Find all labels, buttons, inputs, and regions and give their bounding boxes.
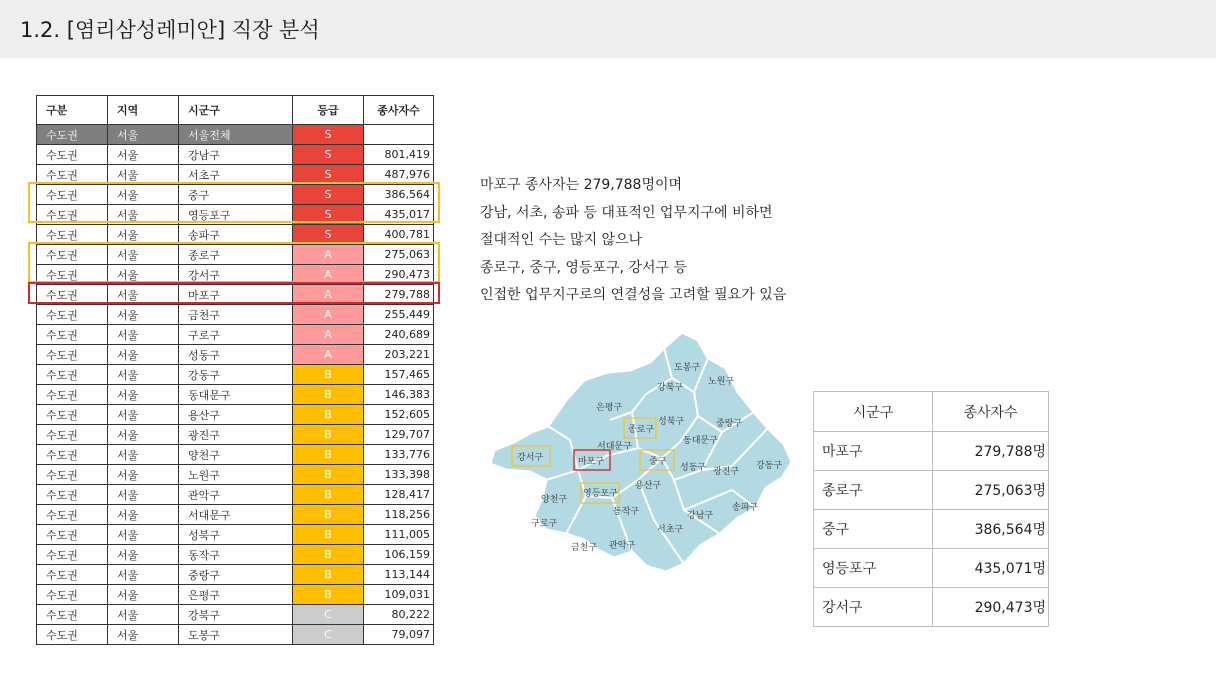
cell-region: 서울 bbox=[108, 585, 179, 605]
cell-region: 서울 bbox=[108, 165, 179, 185]
cell-zone: 수도권 bbox=[37, 585, 108, 605]
map-label: 양천구 bbox=[541, 495, 568, 505]
cell-grade: B bbox=[293, 545, 364, 565]
cell-district: 은평구 bbox=[179, 585, 293, 605]
cell-grade: A bbox=[293, 305, 364, 325]
summary-row bbox=[814, 588, 1049, 627]
cell-grade: A bbox=[293, 245, 364, 265]
cell-workers: 801,419 bbox=[364, 145, 434, 165]
cell-grade: B bbox=[293, 525, 364, 545]
map-label: 서대문구 bbox=[597, 442, 632, 452]
map-label: 강남구 bbox=[687, 511, 714, 521]
cell-district: 동대문구 bbox=[179, 385, 293, 405]
cell-district: 구로구 bbox=[179, 325, 293, 345]
cell-zone: 수도권 bbox=[37, 165, 108, 185]
column-header: 구분 bbox=[37, 96, 108, 125]
summary-name: 마포구 bbox=[814, 432, 933, 471]
note-line: 종로구, 중구, 영등포구, 강서구 등 bbox=[480, 259, 687, 276]
summary-value: 275,063명 bbox=[933, 471, 1049, 510]
cell-grade: A bbox=[293, 345, 364, 365]
cell-district: 강서구 bbox=[179, 265, 293, 285]
map-label: 도봉구 bbox=[674, 363, 701, 373]
note-line: 강남, 서초, 송파 등 대표적인 업무지구에 비하면 bbox=[480, 204, 773, 221]
map-label: 은평구 bbox=[596, 403, 623, 413]
map-label: 동작구 bbox=[613, 507, 640, 517]
table-row bbox=[37, 465, 434, 485]
map-label: 강북구 bbox=[657, 383, 684, 393]
cell-region: 서울 bbox=[108, 485, 179, 505]
cell-workers: 128,417 bbox=[364, 485, 434, 505]
column-header: 지역 bbox=[108, 96, 179, 125]
cell-workers: 240,689 bbox=[364, 325, 434, 345]
cell-zone: 수도권 bbox=[37, 545, 108, 565]
table-row bbox=[37, 345, 434, 365]
table-row bbox=[37, 365, 434, 385]
cell-workers: 400,781 bbox=[364, 225, 434, 245]
map-label: 광진구 bbox=[713, 467, 740, 477]
cell-workers: 113,144 bbox=[364, 565, 434, 585]
cell-region: 서울 bbox=[108, 625, 179, 645]
seoul-district-map bbox=[486, 320, 801, 590]
cell-zone: 수도권 bbox=[37, 605, 108, 625]
cell-district: 서초구 bbox=[179, 165, 293, 185]
cell-grade: A bbox=[293, 285, 364, 305]
summary-name: 강서구 bbox=[814, 588, 933, 627]
cell-zone: 수도권 bbox=[37, 325, 108, 345]
column-header: 등급 bbox=[293, 96, 364, 125]
cell-region: 서울 bbox=[108, 125, 179, 145]
table-row bbox=[37, 165, 434, 185]
summary-name: 종로구 bbox=[814, 471, 933, 510]
cell-region: 서울 bbox=[108, 465, 179, 485]
table-row bbox=[37, 285, 434, 305]
cell-workers: 129,707 bbox=[364, 425, 434, 445]
cell-district: 성동구 bbox=[179, 345, 293, 365]
analysis-notes bbox=[480, 172, 786, 310]
cell-district: 영등포구 bbox=[179, 205, 293, 225]
cell-region: 서울 bbox=[108, 205, 179, 225]
cell-region: 서울 bbox=[108, 545, 179, 565]
table-row bbox=[37, 445, 434, 465]
summary-name: 영등포구 bbox=[814, 549, 933, 588]
summary-value: 435,071명 bbox=[933, 549, 1049, 588]
cell-workers: 279,788 bbox=[364, 285, 434, 305]
cell-grade: C bbox=[293, 605, 364, 625]
cell-workers: 118,256 bbox=[364, 505, 434, 525]
cell-workers: 133,398 bbox=[364, 465, 434, 485]
cell-grade: B bbox=[293, 565, 364, 585]
cell-region: 서울 bbox=[108, 565, 179, 585]
cell-workers: 435,017 bbox=[364, 205, 434, 225]
summary-row bbox=[814, 471, 1049, 510]
map-label: 중랑구 bbox=[716, 419, 743, 429]
cell-grade: B bbox=[293, 425, 364, 445]
cell-zone: 수도권 bbox=[37, 245, 108, 265]
cell-workers: 487,976 bbox=[364, 165, 434, 185]
table-row bbox=[37, 405, 434, 425]
cell-district: 중구 bbox=[179, 185, 293, 205]
cell-workers: 386,564 bbox=[364, 185, 434, 205]
cell-grade: B bbox=[293, 465, 364, 485]
table-row bbox=[37, 505, 434, 525]
column-header: 종사자수 bbox=[933, 392, 1049, 432]
cell-region: 서울 bbox=[108, 245, 179, 265]
map-label: 강서구 bbox=[517, 453, 544, 463]
summary-row bbox=[814, 510, 1049, 549]
seoul-map-svg bbox=[486, 320, 801, 590]
cell-workers: 203,221 bbox=[364, 345, 434, 365]
cell-district: 동작구 bbox=[179, 545, 293, 565]
map-label: 관악구 bbox=[609, 541, 636, 551]
cell-zone: 수도권 bbox=[37, 485, 108, 505]
cell-workers: 290,473 bbox=[364, 265, 434, 285]
table-row bbox=[37, 425, 434, 445]
cell-grade: B bbox=[293, 445, 364, 465]
cell-district: 용산구 bbox=[179, 405, 293, 425]
map-label: 구로구 bbox=[531, 519, 558, 529]
cell-zone: 수도권 bbox=[37, 385, 108, 405]
cell-district: 서울전체 bbox=[179, 125, 293, 145]
cell-grade: B bbox=[293, 405, 364, 425]
note-line: 인접한 업무지구로의 연결성을 고려할 필요가 있음 bbox=[480, 287, 787, 303]
cell-workers: 79,097 bbox=[364, 625, 434, 645]
summary-value: 279,788명 bbox=[933, 432, 1049, 471]
cell-region: 서울 bbox=[108, 365, 179, 385]
cell-district: 서대문구 bbox=[179, 505, 293, 525]
cell-workers: 111,005 bbox=[364, 525, 434, 545]
cell-grade: S bbox=[293, 125, 364, 145]
table-row bbox=[37, 485, 434, 505]
cell-zone: 수도권 bbox=[37, 125, 108, 145]
table-row bbox=[37, 245, 434, 265]
column-header: 시군구 bbox=[179, 96, 293, 125]
cell-grade: B bbox=[293, 485, 364, 505]
cell-district: 마포구 bbox=[179, 285, 293, 305]
map-label: 금천구 bbox=[571, 543, 598, 553]
cell-workers: 133,776 bbox=[364, 445, 434, 465]
cell-district: 종로구 bbox=[179, 245, 293, 265]
summary-value: 386,564명 bbox=[933, 510, 1049, 549]
cell-zone: 수도권 bbox=[37, 465, 108, 485]
column-header: 시군구 bbox=[814, 392, 933, 432]
map-label: 영등포구 bbox=[583, 489, 618, 499]
cell-workers: 275,063 bbox=[364, 245, 434, 265]
cell-workers: 109,031 bbox=[364, 585, 434, 605]
map-label: 종로구 bbox=[628, 425, 655, 435]
map-label: 성북구 bbox=[658, 417, 685, 427]
cell-region: 서울 bbox=[108, 505, 179, 525]
cell-zone: 수도권 bbox=[37, 305, 108, 325]
cell-zone: 수도권 bbox=[37, 405, 108, 425]
cell-zone: 수도권 bbox=[37, 285, 108, 305]
cell-zone: 수도권 bbox=[37, 365, 108, 385]
cell-workers: 146,383 bbox=[364, 385, 434, 405]
cell-district: 관악구 bbox=[179, 485, 293, 505]
cell-region: 서울 bbox=[108, 405, 179, 425]
cell-zone: 수도권 bbox=[37, 425, 108, 445]
table-row bbox=[37, 265, 434, 285]
summary-value: 290,473명 bbox=[933, 588, 1049, 627]
cell-zone: 수도권 bbox=[37, 525, 108, 545]
summary-table bbox=[813, 391, 1049, 627]
cell-region: 서울 bbox=[108, 525, 179, 545]
cell-grade: B bbox=[293, 365, 364, 385]
cell-workers: 106,159 bbox=[364, 545, 434, 565]
table-row bbox=[37, 525, 434, 545]
page-header bbox=[0, 0, 1216, 58]
cell-region: 서울 bbox=[108, 225, 179, 245]
cell-workers: 255,449 bbox=[364, 305, 434, 325]
cell-grade: S bbox=[293, 145, 364, 165]
cell-region: 서울 bbox=[108, 425, 179, 445]
table-row bbox=[37, 585, 434, 605]
cell-region: 서울 bbox=[108, 345, 179, 365]
summary-name: 중구 bbox=[814, 510, 933, 549]
cell-region: 서울 bbox=[108, 305, 179, 325]
cell-zone: 수도권 bbox=[37, 445, 108, 465]
cell-grade: S bbox=[293, 185, 364, 205]
map-label: 용산구 bbox=[635, 481, 662, 491]
table-row bbox=[37, 565, 434, 585]
cell-grade: S bbox=[293, 205, 364, 225]
cell-region: 서울 bbox=[108, 445, 179, 465]
cell-district: 도봉구 bbox=[179, 625, 293, 645]
cell-zone: 수도권 bbox=[37, 505, 108, 525]
cell-grade: B bbox=[293, 505, 364, 525]
table-row bbox=[37, 225, 434, 245]
cell-district: 광진구 bbox=[179, 425, 293, 445]
table-row bbox=[37, 145, 434, 165]
map-label: 노원구 bbox=[708, 377, 735, 387]
summary-header-row bbox=[814, 392, 1049, 432]
table-row bbox=[37, 205, 434, 225]
cell-grade: C bbox=[293, 625, 364, 645]
cell-region: 서울 bbox=[108, 385, 179, 405]
table-row bbox=[37, 305, 434, 325]
cell-grade: A bbox=[293, 265, 364, 285]
table-row bbox=[37, 325, 434, 345]
cell-district: 금천구 bbox=[179, 305, 293, 325]
cell-zone: 수도권 bbox=[37, 205, 108, 225]
map-label: 중구 bbox=[649, 457, 667, 467]
map-label: 송파구 bbox=[732, 503, 759, 513]
cell-grade: S bbox=[293, 165, 364, 185]
cell-grade: B bbox=[293, 385, 364, 405]
cell-zone: 수도권 bbox=[37, 225, 108, 245]
note-line: 절대적인 수는 많지 않으나 bbox=[480, 232, 643, 248]
cell-zone: 수도권 bbox=[37, 265, 108, 285]
cell-grade: A bbox=[293, 325, 364, 345]
summary-row bbox=[814, 432, 1049, 471]
cell-workers bbox=[364, 125, 434, 145]
map-label: 마포구 bbox=[578, 457, 605, 467]
cell-workers: 157,465 bbox=[364, 365, 434, 385]
cell-workers: 152,605 bbox=[364, 405, 434, 425]
cell-district: 중랑구 bbox=[179, 565, 293, 585]
map-label: 서초구 bbox=[657, 525, 684, 535]
cell-district: 노원구 bbox=[179, 465, 293, 485]
map-label: 강동구 bbox=[756, 461, 783, 471]
cell-district: 성북구 bbox=[179, 525, 293, 545]
cell-grade: S bbox=[293, 225, 364, 245]
cell-district: 송파구 bbox=[179, 225, 293, 245]
cell-region: 서울 bbox=[108, 145, 179, 165]
cell-district: 양천구 bbox=[179, 445, 293, 465]
table-row bbox=[37, 605, 434, 625]
cell-workers: 80,222 bbox=[364, 605, 434, 625]
table-row bbox=[37, 625, 434, 645]
page-title: 1.2. [염리삼성레미안] 직장 분석 bbox=[20, 18, 320, 42]
cell-region: 서울 bbox=[108, 285, 179, 305]
table-row bbox=[37, 185, 434, 205]
cell-region: 서울 bbox=[108, 185, 179, 205]
cell-district: 강북구 bbox=[179, 605, 293, 625]
cell-zone: 수도권 bbox=[37, 565, 108, 585]
column-header: 종사자수 bbox=[364, 96, 434, 125]
cell-district: 강남구 bbox=[179, 145, 293, 165]
cell-zone: 수도권 bbox=[37, 145, 108, 165]
cell-region: 서울 bbox=[108, 265, 179, 285]
seoul-map-shape bbox=[490, 332, 792, 572]
cell-zone: 수도권 bbox=[37, 345, 108, 365]
cell-zone: 수도권 bbox=[37, 185, 108, 205]
table-row bbox=[37, 545, 434, 565]
workers-table bbox=[36, 95, 434, 645]
cell-region: 서울 bbox=[108, 325, 179, 345]
summary-row bbox=[814, 549, 1049, 588]
map-label: 성동구 bbox=[680, 463, 707, 473]
cell-grade: B bbox=[293, 585, 364, 605]
cell-zone: 수도권 bbox=[37, 625, 108, 645]
table-header-row bbox=[37, 96, 434, 125]
map-label: 동대문구 bbox=[683, 436, 718, 446]
table-row bbox=[37, 385, 434, 405]
cell-district: 강동구 bbox=[179, 365, 293, 385]
note-line: 마포구 종사자는 279,788명이며 bbox=[480, 177, 683, 193]
table-row bbox=[37, 125, 434, 145]
cell-region: 서울 bbox=[108, 605, 179, 625]
